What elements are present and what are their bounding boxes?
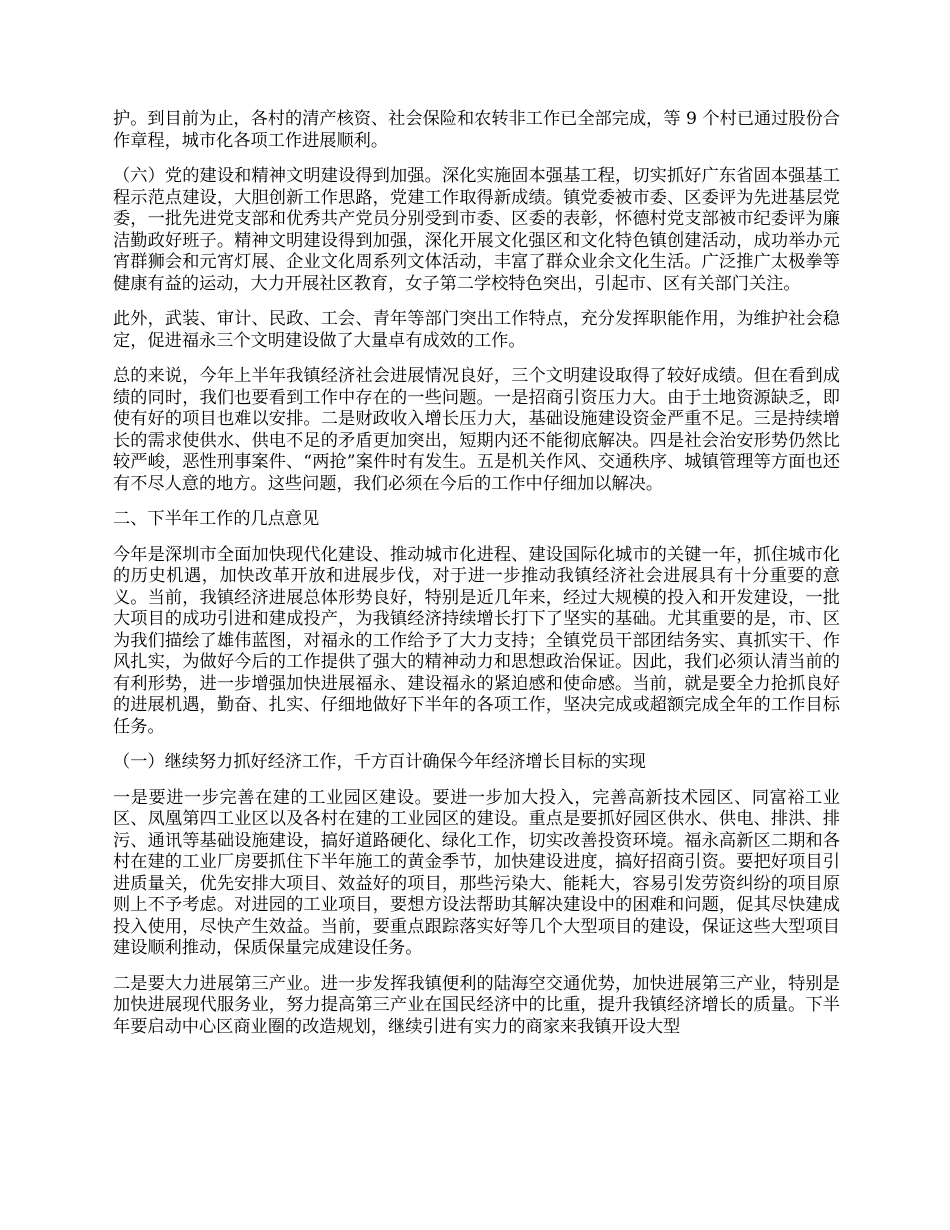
section-heading-second-half-opinions: 二、下半年工作的几点意见 [113,509,320,529]
subsection-heading-economic-work: （一）继续努力抓好经济工作，千方百计确保今年经济增长目标的实现 [113,752,646,772]
paragraph-tertiary-industry: 二是要大力进展第三产业。进一步发挥我镇便利的陆海空交通优势，加快进展第三产业，特别是加快进展现代服务业，努力提高第三产业在国民经济中的比重，提升我镇经济增长的质量。下半年要启动中心区商业圈的改造规划，继续引进有实力的商家来我镇开设大型 [113,973,840,1037]
paragraph-summary-problems: 总的来说，今年上半年我镇经济社会进展情况良好，三个文明建设取得了较好成绩。但在看到成绩的同时，我们也要看到工作中存在的一些问题。一是招商引资压力大。由于土地资源缺乏，即使有好的项目也难以安排。二是财政收入增长压力大，基础设施建设资金严重不足。三是持续增长的需求使供水、供电不足的矛盾更加突出，短期内还不能彻底解决。四是社会治安形势仍然比较严峻，恶性刑事案件、“两抢”案件时有发生。五是机关作风、交通秩序、城镇管理等方面也还有不尽人意的地方。这些问题，我们必须在今后的工作中仔细加以解决。 [113,366,840,494]
document-page [113,109,840,1052]
paragraph-other-departments: 此外，武装、审计、民政、工会、青年等部门突出工作特点，充分发挥职能作用，为维护社会稳定，促进福永三个文明建设做了大量卓有成效的工作。 [113,309,840,351]
paragraph-industrial-park: 一是要进一步完善在建的工业园区建设。要进一步加大投入，完善高新技术园区、同富裕工业区、凤凰第四工业区以及各村在建的工业园区的建设。重点是要抓好园区供水、供电、排洪、排污、通讯等基础设施建设，搞好道路硬化、绿化工作，切实改善投资环境。福永高新区二期和各村在建的工业厂房要抓住下半年施工的黄金季节，加快建设进度，搞好招商引资。要把好项目引进质量关，优先安排大项目、效益好的项目，那些污染大、能耗大，容易引发劳资纠纷的项目原则上不予考虑。对进园的工业项目，要想方设法帮助其解决建设中的困难和问题，促其尽快建成投入使用，尽快产生效益。当前，要重点跟踪落实好等几个大型项目的建设，保证这些大型项目建设顺利推动，保质保量完成建设任务。 [113,787,840,958]
paragraph-urbanization-progress: 护。到目前为止，各村的清产核资、社会保险和农转非工作已全部完成，等 9 个村已通过股份合作章程，城市化各项工作进展顺利。 [113,109,840,151]
paragraph-party-building: （六）党的建设和精神文明建设得到加强。深化实施固本强基工程，切实抓好广东省固本强基工程示范点建设，大胆创新工作思路，党建工作取得新成绩。镇党委被市委、区委评为先进基层党委，一批先进党支部和优秀共产党员分别受到市委、区委的表彰，怀德村党支部被市纪委评为廉洁勤政好班子。精神文明建设得到加强，深化开展文化强区和文化特色镇创建活动，成功举办元宵群狮会和元宵灯展、企业文化周系列文体活动，丰富了群众业余文化生活。广泛推广太极拳等健康有益的运动，大力开展社区教育，女子第二学校特色突出，引起市、区有关部门关注。 [113,166,840,294]
paragraph-situation-overview: 今年是深圳市全面加快现代化建设、推动城市化进程、建设国际化城市的关键一年，抓住城市化的历史机遇，加快改革开放和进展步伐，对于进一步推动我镇经济社会进展具有十分重要的意义。当前，我镇经济进展总体形势良好，特别是近几年来，经过大规模的投入和开发建设，一批大项目的成功引进和建成投产，为我镇经济持续增长打下了坚实的基础。尤其重要的是，市、区为我们描绘了雄伟蓝图，对福永的工作给予了大力支持；全镇党员干部团结务实、真抓实干、作风扎实，为做好今后的工作提供了强大的精神动力和思想政治保证。因此，我们必须认清当前的有利形势，进一步增强加快进展福永、建设福永的紧迫感和使命感。当前，就是要全力抢抓良好的进展机遇，勤奋、扎实、仔细地做好下半年的各项工作，坚决完成或超额完成全年的工作目标任务。 [113,544,840,737]
